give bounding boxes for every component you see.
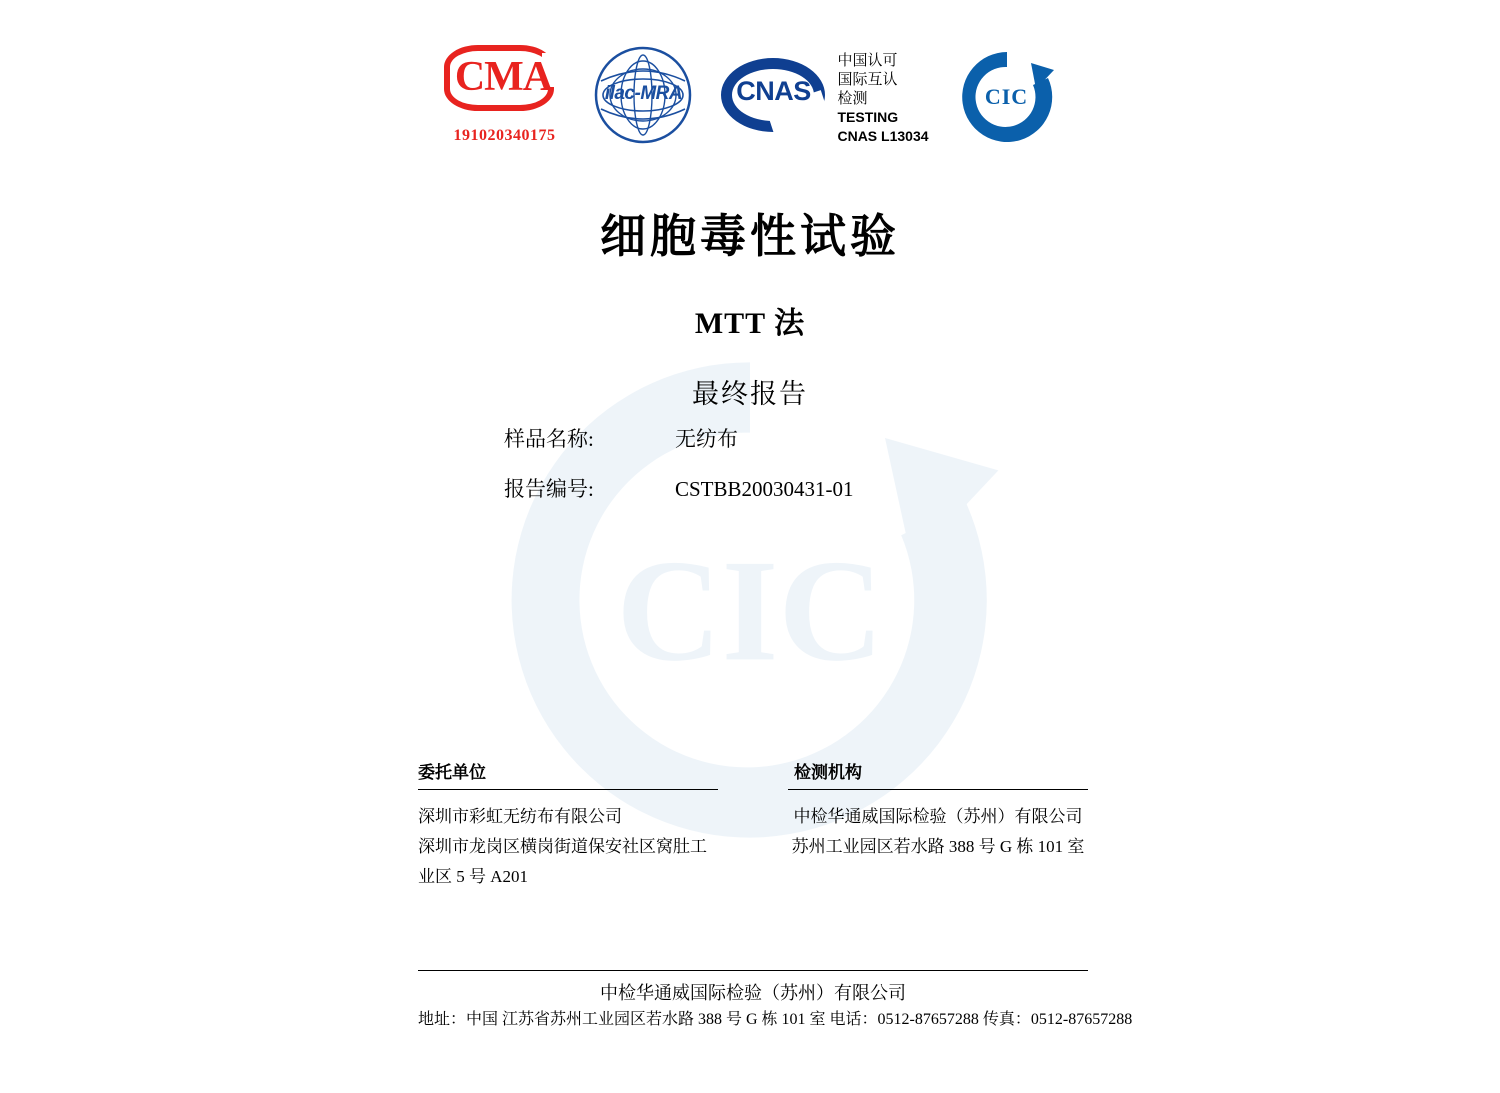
report-kind: 最终报告 [692,379,808,409]
sample-name-value: 无纺布 [675,427,738,451]
cnas-text-block [837,45,928,146]
lab-name: 中检华通威国际检验（苏州）有限公司 [793,807,1083,826]
meta-row [0,475,1500,503]
page-footer [418,970,1133,1033]
svg-text:CIC: CIC [616,529,884,692]
cic-logo [955,45,1059,149]
cnas-line-5: CNAS L13034 [837,128,929,144]
meta-row [0,425,1500,453]
cnas-word: CNAS [736,75,811,106]
cnas-line-1: 中国认可 [837,52,898,69]
cic-word: CIC [984,84,1029,109]
footer-contact: 地址：中国 江苏省苏州工业园区若水路 388 号 G 栋 101 室 电话：0512-87657288 传真：0512-87657288 [418,1011,1133,1028]
ilac-mra-logo [593,45,693,145]
cnas-line-4: TESTING [837,109,899,125]
cnas-line-3: 检测 [837,90,868,107]
ilac-label: ilac-MRA [604,83,683,104]
footer-rule [418,970,1088,971]
report-number-value: CSTBB20030431-01 [675,477,854,501]
lab-block [788,758,1088,892]
parties-section [418,758,1088,892]
cnas-logo [719,45,928,146]
accreditation-logo-strip [0,45,1500,149]
lab-heading: 检测机构 [794,763,862,782]
cma-mark-icon [444,45,564,119]
method-subtitle: MTT 法 [694,307,806,340]
cma-code: 191020340175 [453,127,556,144]
page-title: 细胞毒性试验 [600,211,900,262]
cma-logo [441,45,567,145]
cma-letters: CMA [454,54,553,100]
sample-name-label: 样品名称: [504,427,594,451]
lab-address: 苏州工业园区若水路 388 号 G 栋 101 室 [791,837,1085,856]
client-heading: 委托单位 [418,763,486,782]
report-number-label: 报告编号: [504,477,594,501]
lab-rule [788,789,1088,790]
client-name: 深圳市彩虹无纺布有限公司 [418,807,622,826]
footer-company: 中检华通威国际检验（苏州）有限公司 [600,983,906,1003]
client-block [418,758,718,892]
cnas-line-2: 国际互认 [837,71,898,88]
client-address: 深圳市龙岗区横岗街道保安社区窝肚工业区 5 号 A201 [418,837,707,886]
client-rule [418,789,718,790]
cnas-mark-icon [719,50,827,142]
report-meta [0,425,1500,525]
